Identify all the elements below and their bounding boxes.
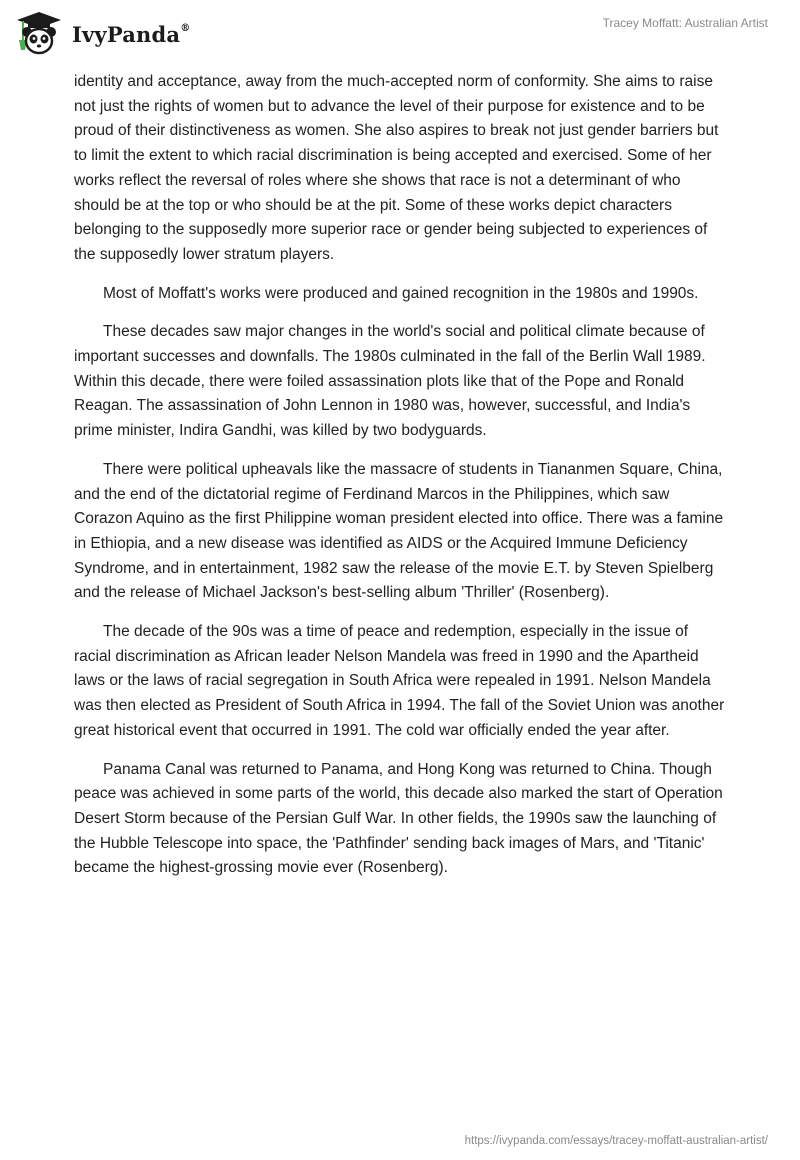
paragraph-1: identity and acceptance, away from the much-accepted norm of conformity. She aims to raise not just the rights of women but to advance the level of their purpose for existence and to be proud of their distinctiveness as women. She also aspires to break not just gender barriers but to limit the extent to which racial discrimination is being accepted and exercised. Some of her works reflect the reversal of roles where she shows that race is not a determinant of who should be at the top or who should be at the pit. Some of these works depict characters belonging to the supposedly more superior race or gender being subjected to experiences of the supposedly lower stratum players.	[74, 73, 719, 263]
page-header	[0, 0, 800, 70]
paragraph-6: Panama Canal was returned to Panama, and Hong Kong was returned to China. Though peace was achieved in some parts of the world, this decade also marked the start of Operation Desert Storm because of the Persian Gulf War. In other fields, the 1990s saw the launching of the Hubble Telescope into space, the 'Pathfinder' sending back images of Mars, and 'Titanic' became the highest-grossing movie ever (Rosenberg).	[74, 760, 723, 877]
paragraph-5: The decade of the 90s was a time of peace and redemption, especially in the issue of racial discrimination as African leader Nelson Mandela was freed in 1990 and the Apartheid laws or the laws of racial segregation in South Africa were repealed in 1991. Nelson Mandela was then elected as President of South Africa in 1994. The fall of the Soviet Union was another great historical event that occurred in 1991. The cold war officially ended the year after.	[74, 623, 725, 739]
paragraph-3: These decades saw major changes in the world's social and political climate because of important successes and downfalls. The 1980s culminated in the fall of the Berlin Wall 1989. Within this decade, there were foiled assassination plots like that of the Pope and Ronald Reagan. The assassination of John Lennon in 1980 was, however, successful, and India's prime minister, Indira Gandhi, was killed by two bodyguards.	[74, 323, 706, 440]
paragraph-2: Most of Moffatt's works were produced and gained recognition in the 1980s and 1990s.	[103, 284, 699, 302]
footer-url-link[interactable]: https://ivypanda.com/essays/tracey-moffatt-australian-artist/	[464, 1135, 768, 1147]
panda-graduate-icon	[14, 10, 64, 58]
paragraph-4: There were political upheavals like the massacre of students in Tiananmen Square, China, and the end of the dictatorial regime of Ferdinand Marcos in the Philippines, which saw Corazon Aquino as the first Philippine woman president elected into office. There was a famine in Ethiopia, and a new disease was identified as AIDS or the Acquired Immune Deficiency Syndrome, and in entertainment, 1982 saw the release of the movie E.T. by Steven Spielberg and the release of Michael Jackson's best-selling album 'Thriller' (Rosenberg).	[74, 460, 724, 602]
running-title: Tracey Moffatt: Australian Artist	[602, 16, 768, 30]
ivypanda-logo[interactable]	[14, 8, 190, 60]
essay-body	[74, 70, 726, 895]
brand-name: IvyPanda®	[72, 21, 191, 47]
registered-mark: ®	[180, 22, 191, 34]
